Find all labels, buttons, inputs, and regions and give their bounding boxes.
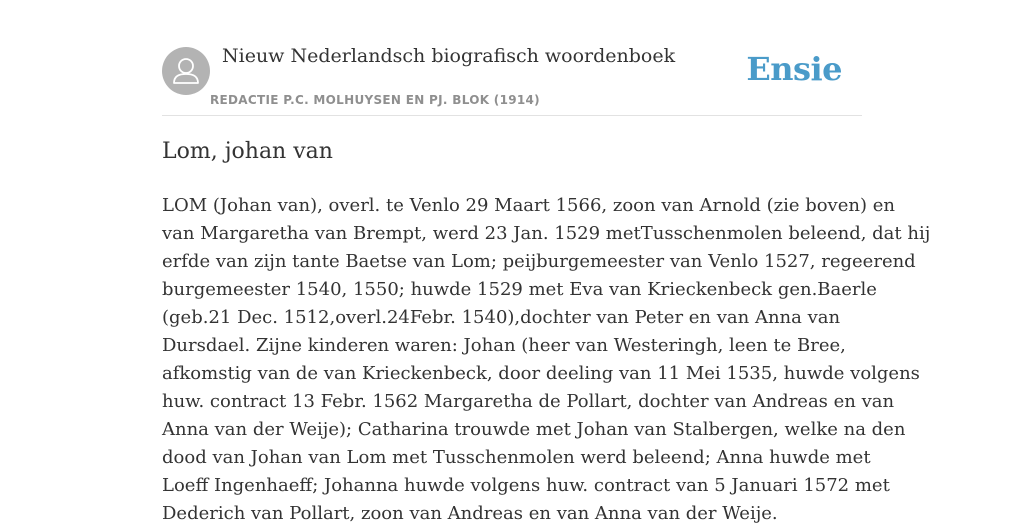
brand-logo[interactable]: Ensie — [746, 50, 842, 88]
person-outline-icon — [162, 47, 210, 95]
entry-text-line: erfde van zijn tante Baetse van Lom; peijburgemeester van Venlo 1527, regeerend — [162, 251, 916, 272]
source-editors: REDACTIE P.C. MOLHUYSEN EN PJ. BLOK (1914) — [210, 93, 540, 107]
entry-text-line: Loeff Ingenhaeff; Johanna huwde volgens huw. contract van 5 Januari 1572 met — [162, 475, 890, 496]
entry-text-line: huw. contract 13 Febr. 1562 Margaretha de Pollart, dochter van Andreas en van — [162, 391, 895, 412]
entry-body — [162, 192, 931, 528]
entry-text-line: burgemeester 1540, 1550; huwde 1529 met Eva van Krieckenbeck gen.Baerle — [162, 279, 877, 300]
entry-title: Lom, johan van — [162, 139, 333, 164]
entry-text-line: (geb.21 Dec. 1512,overl.24Febr. 1540),dochter van Peter en van Anna van — [162, 307, 841, 328]
source-title[interactable]: Nieuw Nederlandsch biografisch woordenboek — [222, 45, 676, 67]
user-avatar-icon[interactable] — [162, 47, 210, 95]
entry-text-line: Dursdael. Zijne kinderen waren: Johan (heer van Westeringh, leen te Bree, — [162, 335, 846, 356]
entry-text-line: Dederich van Pollart, zoon van Andreas en van Anna van der Weije. — [162, 503, 778, 524]
entry-text-line: dood van Johan van Lom met Tusschenmolen werd beleend; Anna huwde met — [162, 447, 871, 468]
entry-text-line: LOM (Johan van), overl. te Venlo 29 Maart 1566, zoon van Arnold (zie boven) en — [162, 195, 895, 216]
header-divider — [162, 115, 862, 116]
entry-text-line: afkomstig van de van Krieckenbeck, door deeling van 11 Mei 1535, huwde volgens — [162, 363, 920, 384]
entry-text-line: Anna van der Weije); Catharina trouwde met Johan van Stalbergen, welke na den — [162, 419, 906, 440]
entry-text-line: van Margaretha van Brempt, werd 23 Jan. 1529 metTusschenmolen beleend, dat hij — [162, 223, 931, 244]
